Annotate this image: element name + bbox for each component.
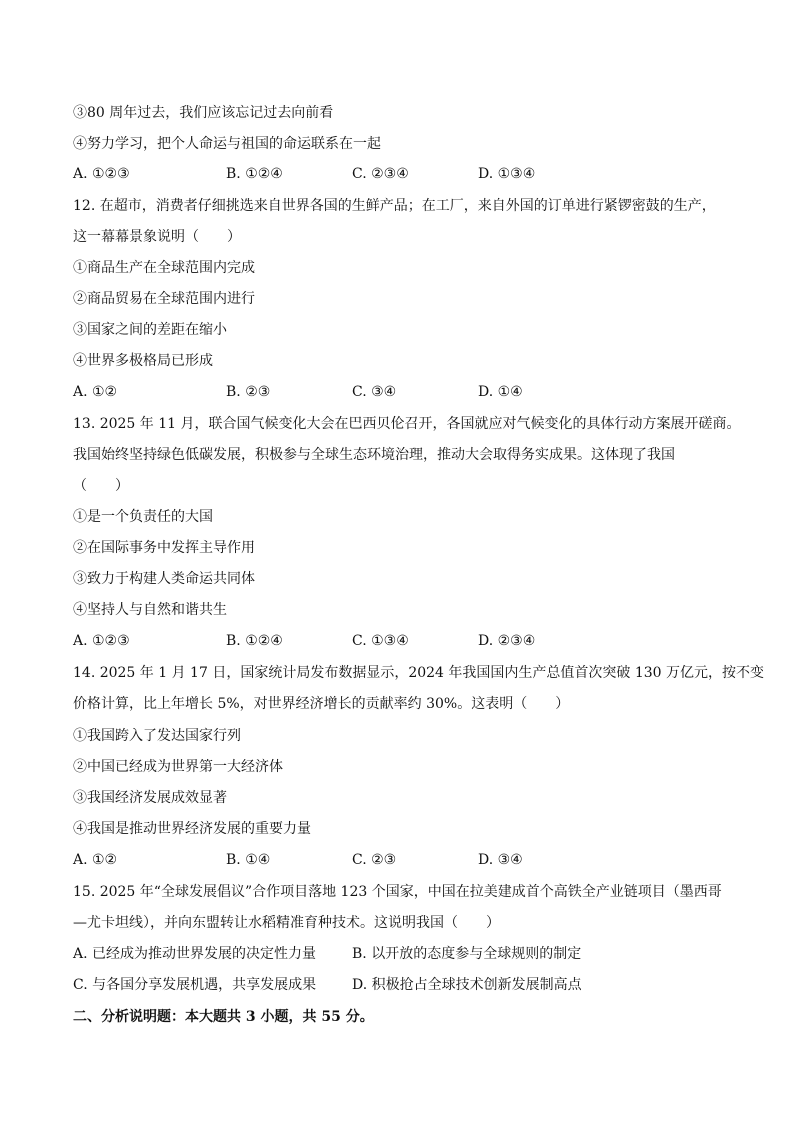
q13-option-c: C. ①③④ (352, 633, 409, 649)
q15-option-c: C. 与各国分享发展机遇，共享发展成果 (73, 977, 317, 993)
q11-option-b: B. ①②④ (226, 166, 283, 182)
q11-options (73, 164, 733, 184)
q15-stem-line-2: —尤卡坦线），并向东盟转让水稻精准育种技术。这说明我国（ ） (73, 915, 500, 931)
q11-item-4: ④努力学习，把个人命运与祖国的命运联系在一起 (73, 136, 381, 152)
q13-option-d: D. ②③④ (478, 633, 536, 649)
q15-options-row-2 (73, 975, 733, 995)
q12-options (73, 382, 733, 402)
q15-stem-line-1: 15. 2025 年“全球发展倡议”合作项目落地 123 个国家，中国在拉美建成首个高铁全产业链项目（墨西哥 (73, 884, 722, 900)
q14-item-3: ③我国经济发展成效显著 (73, 790, 227, 806)
q12-item-2: ②商品贸易在全球范围内进行 (73, 291, 255, 307)
q13-item-1: ①是一个负责任的大国 (73, 509, 213, 525)
q12-option-a: A. ①② (73, 384, 118, 400)
q14-item-2: ②中国已经成为世界第一大经济体 (73, 759, 283, 775)
q12-stem-line-1: 12. 在超市，消费者仔细挑选来自世界各国的生鲜产品；在工厂，来自外国的订单进行紧锣密鼓的生产， (73, 198, 716, 214)
q13-item-4: ④坚持人与自然和谐共生 (73, 602, 227, 618)
q14-stem-line-2: 价格计算，比上年增长 5%，对世界经济增长的贡献率约 30%。这表明（ ） (73, 696, 570, 712)
q15-option-a: A. 已经成为推动世界发展的决定性力量 (73, 946, 317, 962)
q15-option-d: D. 积极抢占全球技术创新发展制高点 (352, 977, 582, 993)
q14-item-4: ④我国是推动世界经济发展的重要力量 (73, 821, 311, 837)
q14-item-1: ①我国跨入了发达国家行列 (73, 728, 241, 744)
q13-item-3: ③致力于构建人类命运共同体 (73, 571, 255, 587)
q11-option-a: A. ①②③ (73, 166, 130, 182)
q14-option-c: C. ②③ (352, 852, 397, 868)
q15-options-row-1 (73, 944, 733, 964)
q13-item-2: ②在国际事务中发挥主导作用 (73, 540, 255, 556)
q14-stem-line-1: 14. 2025 年 1 月 17 日，国家统计局发布数据显示，2024 年我国国内生产总值首次突破 130 万亿元，按不变 (73, 665, 765, 681)
q13-option-a: A. ①②③ (73, 633, 130, 649)
q14-option-a: A. ①② (73, 852, 118, 868)
q14-option-b: B. ①④ (226, 852, 271, 868)
q12-item-4: ④世界多极格局已形成 (73, 353, 213, 369)
q12-item-1: ①商品生产在全球范围内完成 (73, 260, 255, 276)
q14-option-d: D. ③④ (478, 852, 523, 868)
q12-option-c: C. ③④ (352, 384, 397, 400)
q12-item-3: ③国家之间的差距在缩小 (73, 322, 227, 338)
q13-options (73, 631, 733, 651)
q11-option-c: C. ②③④ (352, 166, 409, 182)
q13-stem-line-2: 我国始终坚持绿色低碳发展，积极参与全球生态环境治理，推动大会取得务实成果。这体现了我国 (73, 447, 675, 463)
q11-option-d: D. ①③④ (478, 166, 536, 182)
q12-option-d: D. ①④ (478, 384, 523, 400)
q12-stem-line-2: 这一幕幕景象说明（ ） (73, 229, 241, 245)
q13-stem-line-1: 13. 2025 年 11 月，联合国气候变化大会在巴西贝伦召开，各国就应对气候变化的具体行动方案展开磋商。 (73, 416, 741, 432)
q13-stem-line-3: （ ） (73, 478, 129, 494)
q11-item-3: ③80 周年过去，我们应该忘记过去向前看 (73, 105, 334, 121)
section-2-heading: 二、分析说明题：本大题共 3 小题，共 55 分。 (73, 1009, 374, 1025)
q12-option-b: B. ②③ (226, 384, 271, 400)
q14-options (73, 850, 733, 870)
q13-option-b: B. ①②④ (226, 633, 283, 649)
q15-option-b: B. 以开放的态度参与全球规则的制定 (352, 946, 582, 962)
